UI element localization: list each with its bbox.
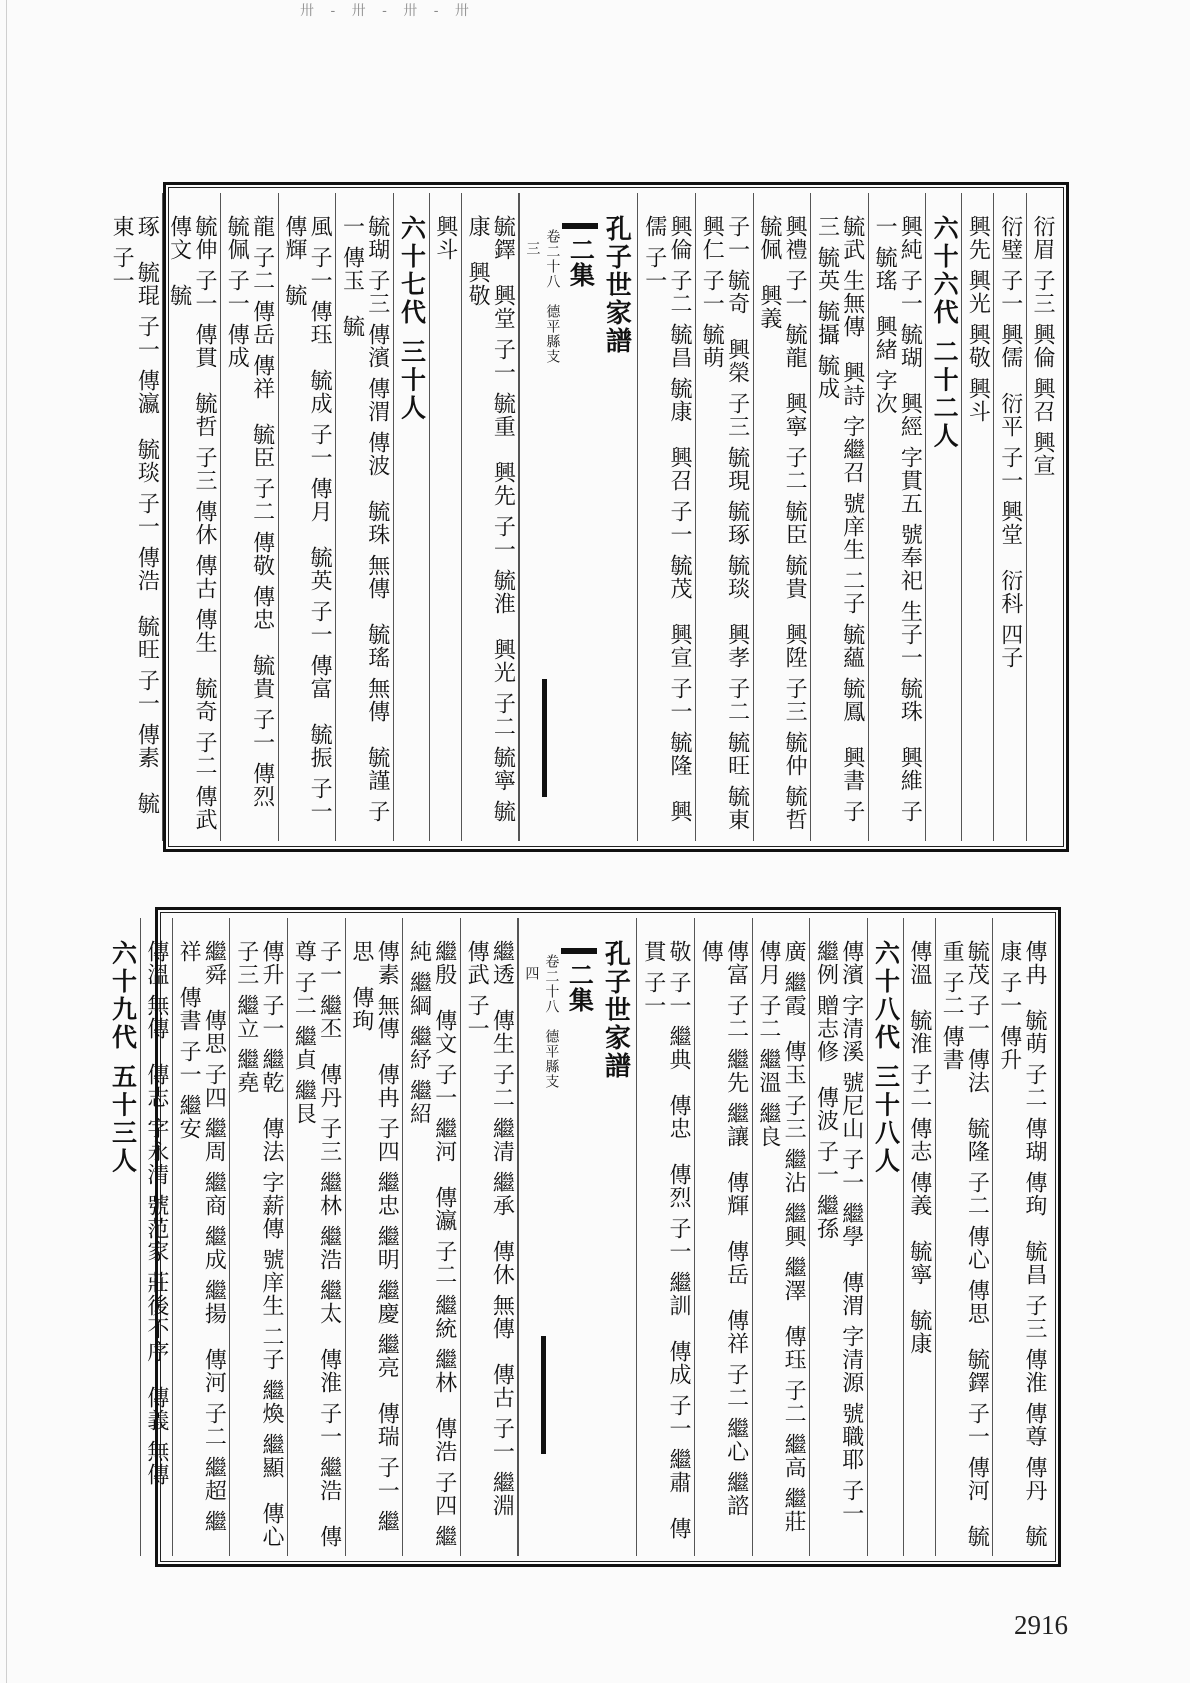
- genealogy-panel-bottom: [108, 907, 1061, 1567]
- text-column: 傳富 子二 繼先 繼讓 傳輝 傳岳 傳祥 子二 繼心 繼諮 傳: [695, 918, 753, 1556]
- text-column: 廣 繼霞 傳玉 子三 繼沾 繼興 繼澤 傳珏 子二 繼高 繼莊 傳月 子二 繼溫 繼良: [753, 918, 811, 1556]
- text-column: 傳升 子一 繼乾 傳法 字薪傳 號庠生 二子 繼煥 繼顯 傳心 子三 繼立 繼堯: [230, 918, 288, 1556]
- volume-label: 卷二十八 德平縣支: [543, 954, 560, 1089]
- text-column: 毓茂 子一 傳法 毓隆 子二 傳心 傳思 毓鐸 子一 傳河 毓重 子二 傳書: [936, 918, 994, 1556]
- text-column: 龍 子二 傳岳 傳祥 毓臣 子二 傳敬 傳忠 毓貴 子一 傳烈 毓佩 子一 傳成: [221, 193, 279, 841]
- book-title: 孔子世家譜: [601, 215, 632, 355]
- page-edge: [6, 0, 7, 1683]
- text-column: 繼透 傳生 子二 繼清 繼承 傳休 無傳 傳古 子一 繼淵 傳武 子一: [461, 918, 519, 1556]
- collection-label: 二集: [562, 223, 598, 841]
- text-column: 敬 子一 繼典 傳忠 傳烈 子一 繼訓 傳成 子一 繼肅 傳貫 子一: [637, 918, 695, 1556]
- text-column: 風 子一 傳珏 毓成 子一 傳月 毓英 子一 傳富 毓振 子一 傳輝 毓: [279, 193, 337, 841]
- leaf-number: 三: [524, 241, 541, 255]
- text-column: 興斗: [430, 193, 462, 841]
- header-fragment: 卅 ‑ 卅 ‑ 卅 ‑ 卅: [300, 3, 475, 19]
- text-column: 衍眉 子三 興倫 興召 興宣: [1030, 215, 1055, 477]
- text-column: 毓武 生無傳 興詩 字繼召 號庠生 二子 毓蘊 毓鳳 興書 子三 毓英 毓攝 毓成: [811, 193, 869, 841]
- text-column: 毓伸 子一 傳貫 毓哲 子三 傳休 傳古 傳生 毓奇 子二 傳武 傳文 毓: [163, 193, 221, 841]
- volume-label: 卷二十八 德平縣支: [544, 229, 561, 364]
- text-column: 琢 毓琨 子一 傳瀛 毓琰 子一 傳浩 毓旺 子一 傳素 毓東 子一: [106, 193, 164, 841]
- leaf-number: 四: [523, 966, 540, 980]
- text-column: 衍璧 子一 興儒 衍平 子一 興堂 衍科 四子: [994, 193, 1026, 841]
- text-column: 興禮 子一 毓龍 興寧 子二 毓臣 毓貴 興陞 子三 毓仲 毓哲 毓佩 興義: [754, 193, 812, 841]
- text-column: 繼舜 傳思 子四 繼周 繼商 繼成 繼揚 傳河 子二 繼超 繼祥 傳書 子一 繼安: [173, 918, 231, 1556]
- text-column: 傳素 無傳 傳冉 子四 繼忠 繼明 繼慶 繼亮 傳瑞 子一 繼思 傳珣: [346, 918, 404, 1556]
- fishtail-bar: [541, 1336, 546, 1454]
- center-title-column: [518, 918, 637, 1556]
- page-number: 2916: [1014, 1610, 1068, 1640]
- text-column: 傳濱 字清溪 號尼山 子一 繼學 傳渭 字清源 號職耶 子一 繼例 贈志修 傳波 子一 繼孫: [810, 918, 868, 1556]
- text-column: 傳溫 無傳 傳志 字永清 號范家 莊後不序 傳義 無傳: [141, 918, 173, 1556]
- text-column: 毓瑚 子三 傳濱 傳渭 傳波 毓珠 無傳 毓瑤 無傳 毓謹 子一 傳玉 毓: [336, 193, 394, 841]
- book-title: 孔子世家譜: [600, 940, 631, 1080]
- text-column: 興純 子一 毓瑚 興經 字貫五 號奉祀 生子一 毓珠 興維 子一 毓瑤 興緒 字次: [869, 193, 927, 841]
- text-column: 傳冉 毓萌 子二 傳瑚 傳珣 毓昌 子三 傳淮 傳尊 傳丹 毓康 子一 傳升: [996, 940, 1047, 1548]
- text-column: 傳溫 毓淮 子二 傳志 傳義 毓寧 毓康: [904, 918, 936, 1556]
- text-column: 子一 毓奇 興榮 子三 毓現 毓琢 毓琰 興孝 子二 毓旺 毓東 興仁 子一 毓萌: [696, 193, 754, 841]
- genealogy-panel-top: [109, 182, 1069, 854]
- generation-heading: 六十九代 五十三人: [105, 918, 141, 1556]
- fishtail-bar: [542, 679, 547, 797]
- center-title-column: [519, 193, 638, 841]
- generation-heading: 六十六代 二十二人: [926, 193, 962, 841]
- generation-heading: 六十八代 三十八人: [868, 918, 904, 1556]
- text-column: 興先 興光 興敬 興斗: [962, 193, 994, 841]
- text-column: 毓鐸 興堂 子一 毓重 興先 子一 毓淮 興光 子二 毓寧 毓康 興敬: [462, 193, 520, 841]
- text-column: 繼殷 傳文 子一 繼河 傳瀛 子二 繼統 繼林 傳浩 子四 繼純 繼綱 繼紓 繼紹: [403, 918, 461, 1556]
- generation-heading: 六十七代 三十人: [394, 193, 430, 841]
- text-column: 興倫 子二 毓昌 毓康 興召 子一 毓茂 興宣 子一 毓隆 興儒 子一: [638, 193, 696, 841]
- text-column: 子一 繼丕 傳丹 子三 繼林 繼浩 繼太 傳淮 子一 繼浩 傳尊 子二 繼貞 繼艮: [288, 918, 346, 1556]
- collection-label: 二集: [561, 948, 597, 1556]
